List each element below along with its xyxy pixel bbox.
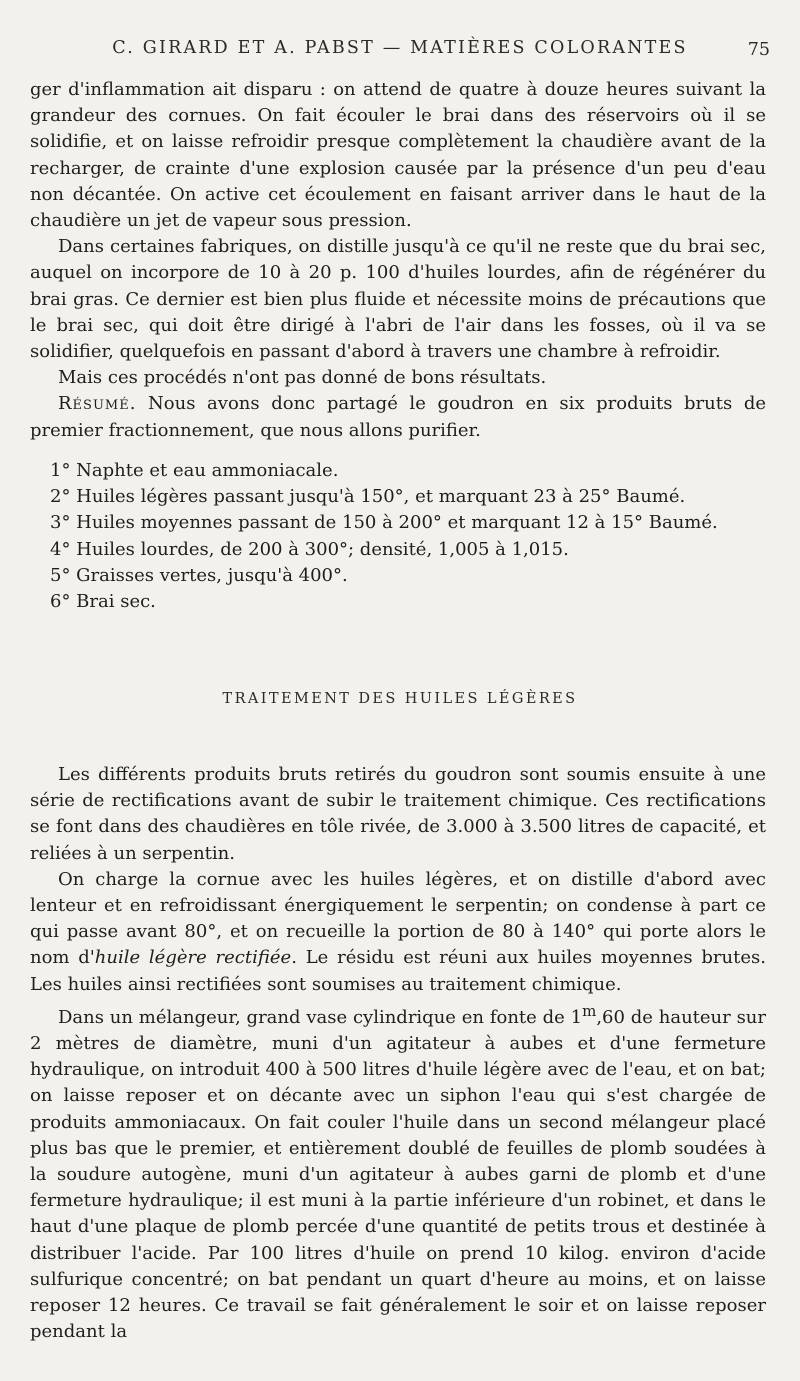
cornue-text-a: On charge la cornue avec les huiles légères, et on distille d'abord avec lenteur et en refroidissant énergiquement le serpentin; on condense à part ce qui passe avant 80°, et on recueille la portion de 80 à 140° qui porte alors le nom d' (30, 868, 766, 969)
product-list (30, 458, 766, 615)
paragraph-brai-sec: Dans certaines fabriques, on distille jusqu'à ce qu'il ne reste que du brai sec, auquel on incorpore de 10 à 20 p. 100 d'huiles lourdes, afin de régénérer du brai gras. Ce dernier est bien plus fluide et nécessite moins de précautions que le brai sec, qui doit être dirigé à l'abri de l'air dans les fosses, où il va se solidifier, quelquefois en passant d'abord à travers une chambre à refroidir. (30, 236, 766, 363)
page-header (0, 38, 800, 64)
page-number: 75 (747, 40, 770, 60)
list-item: 2° Huiles légères passant jusqu'à 150°, et marquant 23 à 25° Baumé. (50, 486, 686, 508)
unit-superscript: m (582, 1001, 597, 1020)
paragraph-procedes: Mais ces procédés n'ont pas donné de bons résultats. (58, 367, 547, 389)
paragraph-rectifications: Les différents produits bruts retirés du goudron sont soumis ensuite à une série de rectifications avant de subir le traitement chimique. Ces rectifications se font dans des chaudières en tôle rivée, de 3.000 à 3.500 litres de capacité, et reliées à un serpentin. (30, 764, 766, 864)
paragraph-resume (30, 391, 766, 443)
resume-text: Nous avons donc partagé le goudron en six produits bruts de premier fractionnement, que nous allons purifier. (30, 393, 766, 441)
text-block-top (30, 77, 766, 444)
term-huile-legere: huile légère rectifiée (94, 947, 292, 969)
paragraph-continuation: ger d'inflammation ait disparu : on attend de quatre à douze heures suivant la grandeur des cornues. On fait écouler le brai dans des réservoirs où il se solidifie, et on laisse refroidir presque complètement la chaudière avant de la recharger, de crainte d'une explosion causée par la présence d'un peu d'eau non décantée. On active cet écoulement en faisant arriver dans le haut de la chaudière un jet de vapeur sous pression. (30, 79, 766, 232)
cornue-text-b: . Le résidu est réuni aux huiles moyennes brutes. Les huiles ainsi rectifiées sont soumises au traitement chimique. (30, 947, 766, 995)
list-item: 6° Brai sec. (50, 591, 156, 613)
list-item: 1° Naphte et eau ammoniacale. (50, 460, 339, 481)
running-title: C. GIRARD ET A. PABST — MATIÈRES COLORANTES (112, 38, 688, 58)
melangeur-text-a: Dans un mélangeur, grand vase cylindrique en fonte de 1 (58, 1006, 583, 1028)
resume-label: Résumé. (58, 393, 137, 415)
paragraph-melangeur (30, 998, 766, 1346)
text-block-bottom (30, 762, 766, 1345)
paragraph-cornue (30, 867, 766, 998)
list-item: 3° Huiles moyennes passant de 150 à 200° et marquant 12 à 15° Baumé. (50, 512, 718, 534)
melangeur-text-b: ,60 de hauteur sur 2 mètres de diamètre, muni d'un agitateur à aubes et d'une fermeture hydraulique, on introduit 400 à 500 litres d'huile légère avec de l'eau, et on bat; on laisse reposer et on décante avec un siphon l'eau qui s'est chargée de produits ammoniacaux. On fait couler l'huile dans un second mélangeur placé plus bas que le premier, et entièrement doublé de feuilles de plomb soudées à la soudure autogène, muni d'un agitateur à aubes garni de plomb et d'une fermeture hydraulique; il est muni à la partie inférieure d'un robinet, et dans le haut d'une plaque de plomb percée d'une quantité de petits trous et destinée à distribuer l'acide. Par 100 litres d'huile on prend 10 kilog. environ d'acide sulfurique concentré; on bat pendant un quart d'heure au moins, et on laisse reposer 12 heures. Ce travail se fait généralement le soir et on laisse reposer pendant la (30, 1006, 766, 1343)
list-item: 5° Graisses vertes, jusqu'à 400°. (50, 564, 348, 586)
section-title: TRAITEMENT DES HUILES LÉGÈRES (222, 691, 578, 707)
list-item: 4° Huiles lourdes, de 200 à 300°; densité, 1,005 à 1,015. (50, 538, 569, 560)
